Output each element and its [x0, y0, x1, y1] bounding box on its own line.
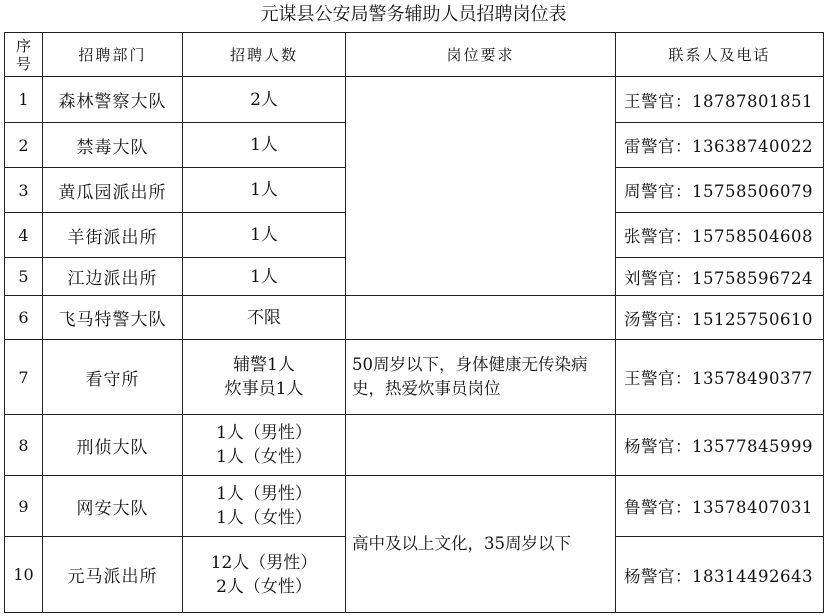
row-count: 辅警1人 炊事员1人: [183, 340, 346, 415]
row-count: 1人: [183, 258, 346, 296]
row-seq: 3: [5, 168, 43, 213]
row-dept: 飞马特警大队: [43, 296, 183, 340]
row-dept: 江边派出所: [43, 258, 183, 296]
row-dept: 刑侦大队: [43, 415, 183, 476]
row-contact: 汤警官：15125750610: [616, 296, 824, 340]
row-dept: 禁毒大队: [43, 123, 183, 168]
row-contact: 杨警官：18314492643: [616, 537, 824, 613]
row-requirement-empty: [346, 296, 616, 340]
table-row: [5, 296, 824, 340]
row-seq: 6: [5, 296, 43, 340]
row-seq: 4: [5, 213, 43, 258]
row-requirement-empty: [346, 415, 616, 476]
row-contact: 刘警官：15758596724: [616, 258, 824, 296]
row-contact: 鲁警官：13578407031: [616, 476, 824, 537]
table-row: [5, 476, 824, 537]
table-header-row: [5, 33, 824, 77]
row-contact: 周警官：15758506079: [616, 168, 824, 213]
recruitment-table: [4, 32, 824, 613]
row-seq: 2: [5, 123, 43, 168]
row-count: 1人: [183, 168, 346, 213]
row-count: 1人（男性） 1人（女性）: [183, 476, 346, 537]
row-contact: 王警官：18787801851: [616, 77, 824, 123]
row-requirement-empty: [346, 77, 616, 296]
row-count: 2人: [183, 77, 346, 123]
row-seq: 8: [5, 415, 43, 476]
row-seq: 1: [5, 77, 43, 123]
row-count: 1人: [183, 213, 346, 258]
row-count: 1人: [183, 123, 346, 168]
row-seq: 7: [5, 340, 43, 415]
row-contact: 雷警官：13638740022: [616, 123, 824, 168]
table-row: [5, 415, 824, 476]
page-title: 元谋县公安局警务辅助人员招聘岗位表: [260, 4, 567, 25]
table-row: [5, 77, 824, 123]
header-count: 招聘人数: [183, 33, 346, 77]
row-count: 1人（男性） 1人（女性）: [183, 415, 346, 476]
row-contact: 王警官：13578490377: [616, 340, 824, 415]
header-contact: 联系人及电话: [616, 33, 824, 77]
row-dept: 黄瓜园派出所: [43, 168, 183, 213]
row-dept: 元马派出所: [43, 537, 183, 613]
row-requirement: 高中及以上文化，35周岁以下: [346, 476, 616, 613]
header-dept: 招聘部门: [43, 33, 183, 77]
row-count: 12人（男性） 2人（女性）: [183, 537, 346, 613]
row-count: 不限: [183, 296, 346, 340]
row-seq: 10: [5, 537, 43, 613]
header-seq: 序 号: [5, 33, 43, 77]
row-dept: 羊街派出所: [43, 213, 183, 258]
row-dept: 网安大队: [43, 476, 183, 537]
row-dept: 森林警察大队: [43, 77, 183, 123]
row-seq: 5: [5, 258, 43, 296]
row-contact: 张警官：15758504608: [616, 213, 824, 258]
header-requirement: 岗位要求: [346, 33, 616, 77]
row-contact: 杨警官：13577845999: [616, 415, 824, 476]
row-dept: 看守所: [43, 340, 183, 415]
row-seq: 9: [5, 476, 43, 537]
row-requirement: 50周岁以下，身体健康无传染病史，热爱炊事员岗位: [346, 340, 616, 415]
table-row: [5, 340, 824, 415]
